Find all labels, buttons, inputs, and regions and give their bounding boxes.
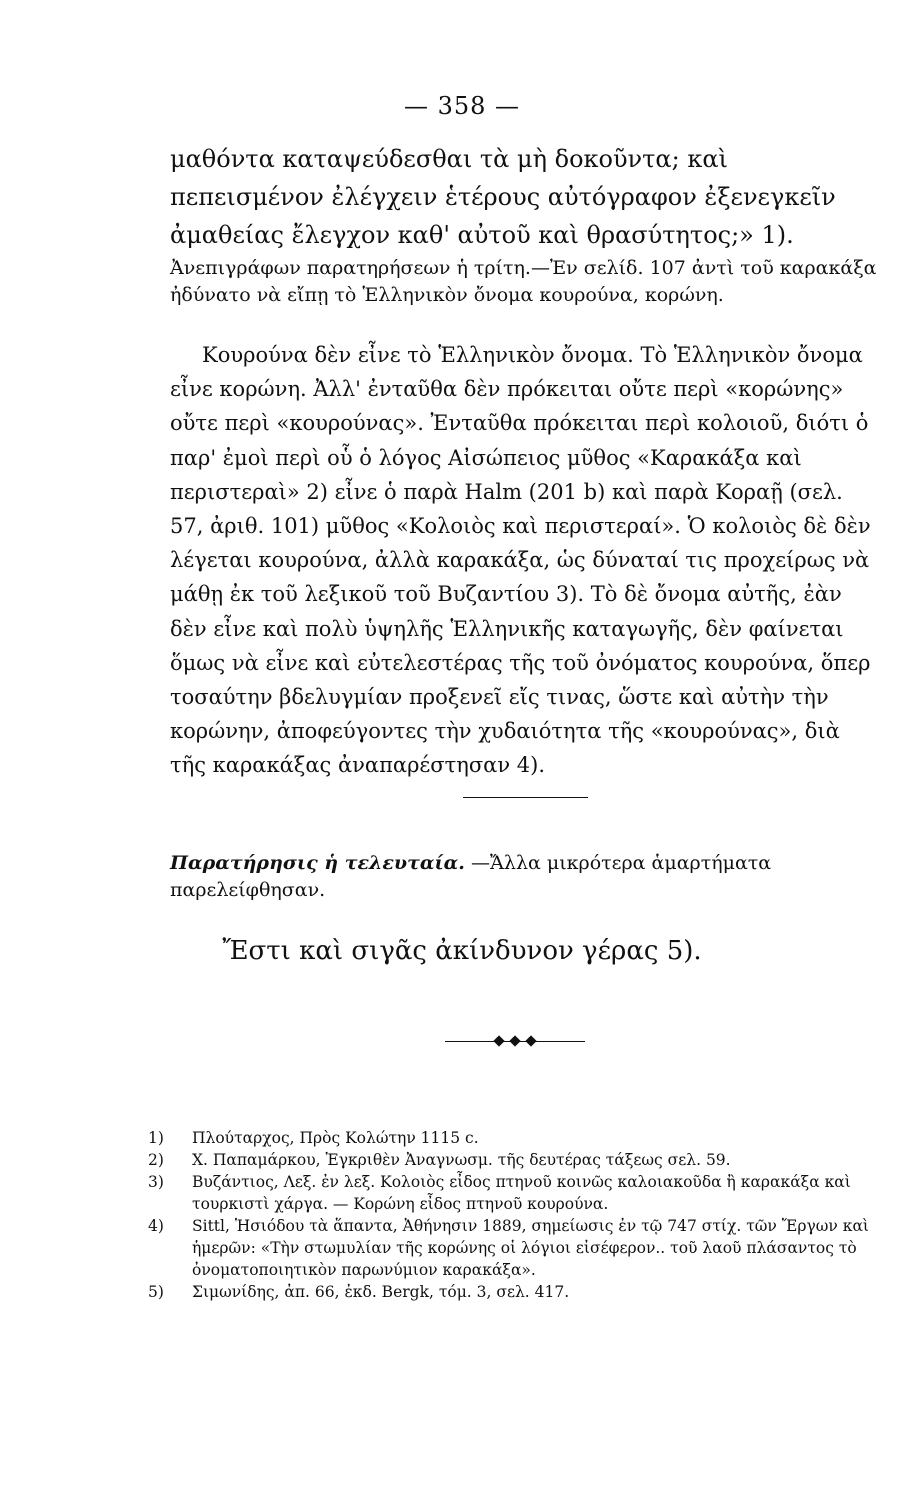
footnote-2: 2) Χ. Παπαμάρκου, Ἐγκριθὲν Ἀναγνωσμ. τῆς δευτέρας τάξεως σελ. 59. xyxy=(148,1151,731,1169)
footnote-1: 1) Πλούταρχος, Πρὸς Κολώτην 1115 c. xyxy=(148,1129,479,1147)
ornament-divider xyxy=(445,1035,585,1049)
footnote-3: 3) Βυζάντιος, Λεξ. ἐν λεξ. Κολοιὸς εἶδος πτηνοῦ κοινῶς καλοιακοῦδα ἢ καρακάξα καὶ τουρκιστὶ χάργα. — Κορώνη εἶδος πτηνοῦ κουρούνα. xyxy=(148,1173,851,1213)
footnotes xyxy=(148,1127,882,1303)
section-divider xyxy=(463,797,588,798)
final-observation-text: —Ἄλλα μικρότερα ἁμαρτήματα παρελείφθησαν. xyxy=(170,852,772,901)
footnote-4: 4) Sittl, Ἡσιόδου τὰ ἅπαντα, Ἀθήνησιν 1889, σημείωσις ἐν τῷ 747 στίχ. τῶν Ἔργων καὶ ἡμερῶν: «Τὴν στωμυλίαν τῆς κορώνης οἱ λόγιοι εἰσέφερον.. τοῦ λαοῦ πλάσαντος τὸ ὀνοματοποιητικὸν παρωνύμιον καρακάξα». xyxy=(148,1217,870,1279)
paragraph-quote-end: μαθόντα καταψεύδεσθαι τὰ μὴ δοκοῦντα; καὶ πεπεισμένον ἐλέγχειν ἑτέρους αὐτόγραφον ἐξενεγκεῖν ἀμαθείας ἔλεγχον καθ' αὐτοῦ καὶ θρασύτητος;» 1). xyxy=(170,145,836,249)
paragraph-third-observation: Ἀνεπιγράφων παρατηρήσεων ἡ τρίτη.—Ἐν σελίδ. 107 ἀντὶ τοῦ καρακάξα ἠδύνατο νὰ εἴπῃ τὸ Ἑλληνικὸν ὄνομα κουρούνα, κορώνη. xyxy=(170,257,877,306)
epigraph: Ἔστι καὶ σιγᾶς ἀκίνδυνον γέρας 5). xyxy=(222,936,702,966)
page-number: — 358 — xyxy=(403,92,521,120)
footnote-5: 5) Σιμωνίδης, ἀπ. 66, ἐκδ. Bergk, τόμ. 3, σελ. 417. xyxy=(148,1283,570,1301)
paragraph-final-observation xyxy=(170,850,882,904)
final-observation-heading: Παρατήρησις ἡ τελευταία. xyxy=(170,852,465,874)
paragraph-response: Κουρούνα δὲν εἶνε τὸ Ἑλληνικὸν ὄνομα. Τὸ Ἑλληνικὸν ὄνομα εἶνε κορώνη. Ἀλλ' ἐνταῦθα δὲν πρόκειται οὔτε περὶ «κορώνης» οὔτε περὶ «κουρούνας». Ἐνταῦθα πρόκειται περὶ κολοιοῦ, διότι ὁ παρ' ἐμοὶ περὶ οὗ ὁ λόγος Αἰσώπειος μῦθος «Καρακάξα καὶ περιστεραὶ» 2) εἶνε ὁ παρὰ Halm (201 b) καὶ παρὰ Κοραῇ (σελ. 57, ἀριθ. 101) μῦθος «Κολοιὸς καὶ περιστεραί». Ὁ κολοιὸς δὲ δὲν λέγεται κουρούνα, ἀλλὰ καρακάξα, ὡς δύναταί τις προχείρως νὰ μάθῃ ἐκ τοῦ λεξικοῦ τοῦ Βυζαντίου 3). Τὸ δὲ ὄνομα αὐτῆς, ἐὰν δὲν εἶνε καὶ πολὺ ὑψηλῆς Ἑλληνικῆς καταγωγῆς, δὲν φαίνεται ὅμως νὰ εἶνε καὶ εὐτελεστέρας τῆς τοῦ ὀνόματος κουρούνα, ὅπερ τοσαύτην βδελυγμίαν προξενεῖ εἴς τινας, ὥστε καὶ αὐτὴν τὴν κορώνην, ἀποφεύγοντες τὴν χυδαιότητα τῆς «κουρούνας», διὰ τῆς καρακάξας ἀναπαρέστησαν 4). xyxy=(170,343,871,778)
